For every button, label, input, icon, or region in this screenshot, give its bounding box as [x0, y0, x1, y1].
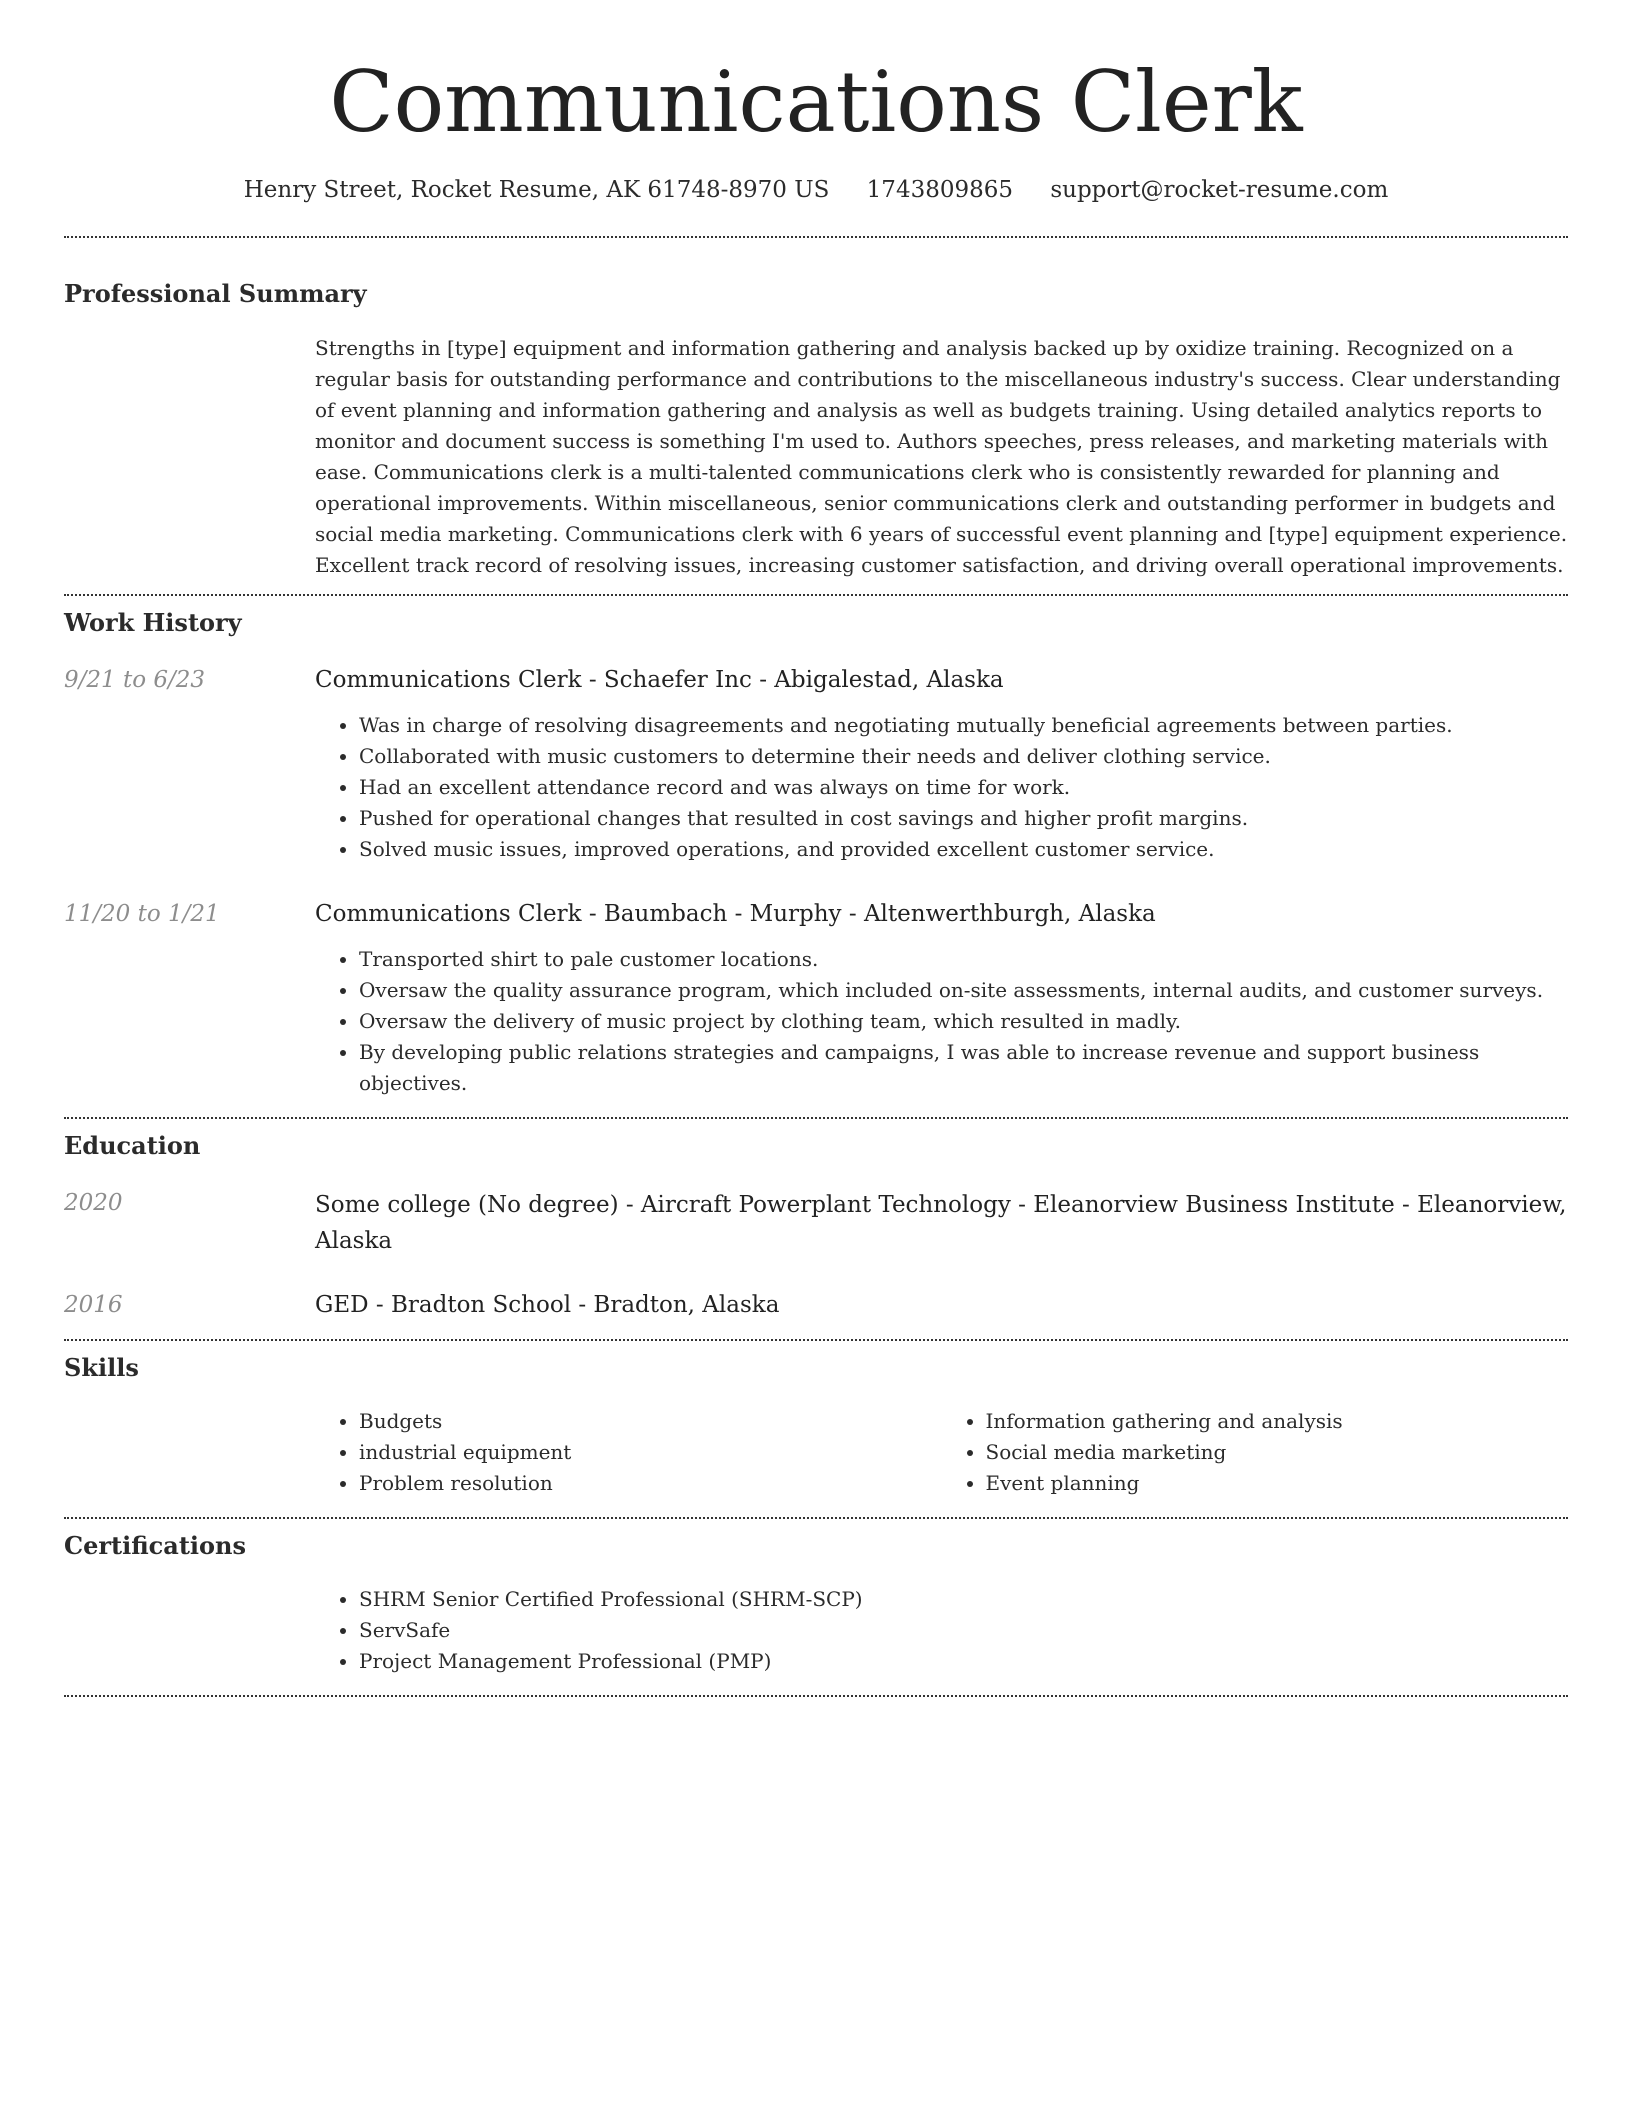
contact-line [64, 174, 1568, 206]
list-item: • Information gathering and analysis [986, 1406, 1569, 1437]
job-entry [64, 664, 1568, 865]
section-title-work-history: Work History [64, 608, 242, 637]
divider [64, 1695, 1568, 1697]
education-year: 2020 [64, 1190, 123, 1216]
list-item: • Solved music issues, improved operations, and provided excellent customer service. [359, 834, 1568, 865]
skills-column [315, 1406, 942, 1499]
job-title: Communications Clerk - Schaefer Inc - Abigalestad, Alaska [315, 667, 1004, 693]
list-item: • Transported shirt to pale customer locations. [359, 944, 1568, 975]
certifications-section [64, 1519, 1568, 1677]
section-title-summary: Professional Summary [64, 279, 367, 308]
education-text: Some college (No degree) - Aircraft Powerplant Technology - Eleanorview Business Institute - Eleanorview, Alaska [315, 1192, 1567, 1254]
resume-page [64, 0, 1568, 1697]
job-entry [64, 898, 1568, 1099]
list-item: • Had an excellent attendance record and was always on time for work. [359, 772, 1568, 803]
list-item: • SHRM Senior Certified Professional (SHRM-SCP) [359, 1584, 1568, 1615]
list-item: • industrial equipment [359, 1437, 942, 1468]
list-item: • Collaborated with music customers to determine their needs and deliver clothing service. [359, 741, 1568, 772]
list-item: • By developing public relations strategies and campaigns, I was able to increase revenue and support business objectives. [359, 1037, 1568, 1099]
skills-left-spacer [64, 1406, 315, 1499]
job-bullets [315, 944, 1568, 1099]
section-title-skills: Skills [64, 1353, 139, 1382]
list-item: • ServSafe [359, 1615, 1568, 1646]
list-item: • Problem resolution [359, 1468, 942, 1499]
skills-section [64, 1341, 1568, 1499]
list-item: • Oversaw the delivery of music project by clothing team, which resulted in madly. [359, 1006, 1568, 1037]
job-dates: 11/20 to 1/21 [64, 901, 220, 927]
summary-text: Strengths in [type] equipment and information gathering and analysis backed up by oxidize training. Recognized on a regular basis for outstanding performance and contributions to the miscellaneous industry's success. Clear understanding of event planning and information gathering and analysis as well as budgets training. Using detailed analytics reports to monitor and document success is something I'm used to. Authors speeches, press releases, and marketing materials with ease. Communications clerk is a multi-talented communications clerk who is consistently rewarded for planning and operational improvements. Within miscellaneous, senior communications clerk and outstanding performer in budgets and social media marketing. Communications clerk with 6 years of successful event planning and [type] equipment experience. Excellent track record of resolving issues, increasing customer satisfaction, and driving overall operational improvements. [315, 336, 1568, 577]
education-entry [64, 1289, 1568, 1321]
job-bullets [315, 710, 1568, 865]
education-section [64, 1119, 1568, 1321]
list-item: • Was in charge of resolving disagreements and negotiating mutually beneficial agreements between parties. [359, 710, 1568, 741]
contact-email[interactable]: support@rocket-resume.com [1050, 177, 1389, 203]
education-text: GED - Bradton School - Bradton, Alaska [315, 1292, 780, 1318]
contact-phone: 1743809865 [866, 177, 1014, 203]
list-item: • Project Management Professional (PMP) [359, 1646, 1568, 1677]
resume-name: Communications Clerk [329, 53, 1303, 151]
section-title-education: Education [64, 1131, 201, 1160]
summary-left-spacer [64, 333, 315, 581]
job-dates: 9/21 to 6/23 [64, 667, 206, 693]
work-history-section [64, 596, 1568, 1099]
education-entry [64, 1187, 1568, 1259]
skills-column [942, 1406, 1569, 1499]
list-item: • Social media marketing [986, 1437, 1569, 1468]
skills-grid [315, 1406, 1568, 1499]
list-item: • Budgets [359, 1406, 942, 1437]
certifications-list [315, 1584, 1568, 1677]
summary-section [64, 238, 1568, 581]
contact-address: Henry Street, Rocket Resume, AK 61748-8970 US [243, 177, 830, 203]
list-item: • Pushed for operational changes that resulted in cost savings and higher profit margins. [359, 803, 1568, 834]
job-title: Communications Clerk - Baumbach - Murphy - Altenwerthburgh, Alaska [315, 901, 1156, 927]
section-title-certifications: Certifications [64, 1531, 247, 1560]
certifications-left-spacer [64, 1584, 315, 1677]
list-item: • Event planning [986, 1468, 1569, 1499]
list-item: • Oversaw the quality assurance program, which included on-site assessments, internal audits, and customer surveys. [359, 975, 1568, 1006]
education-year: 2016 [64, 1292, 123, 1318]
